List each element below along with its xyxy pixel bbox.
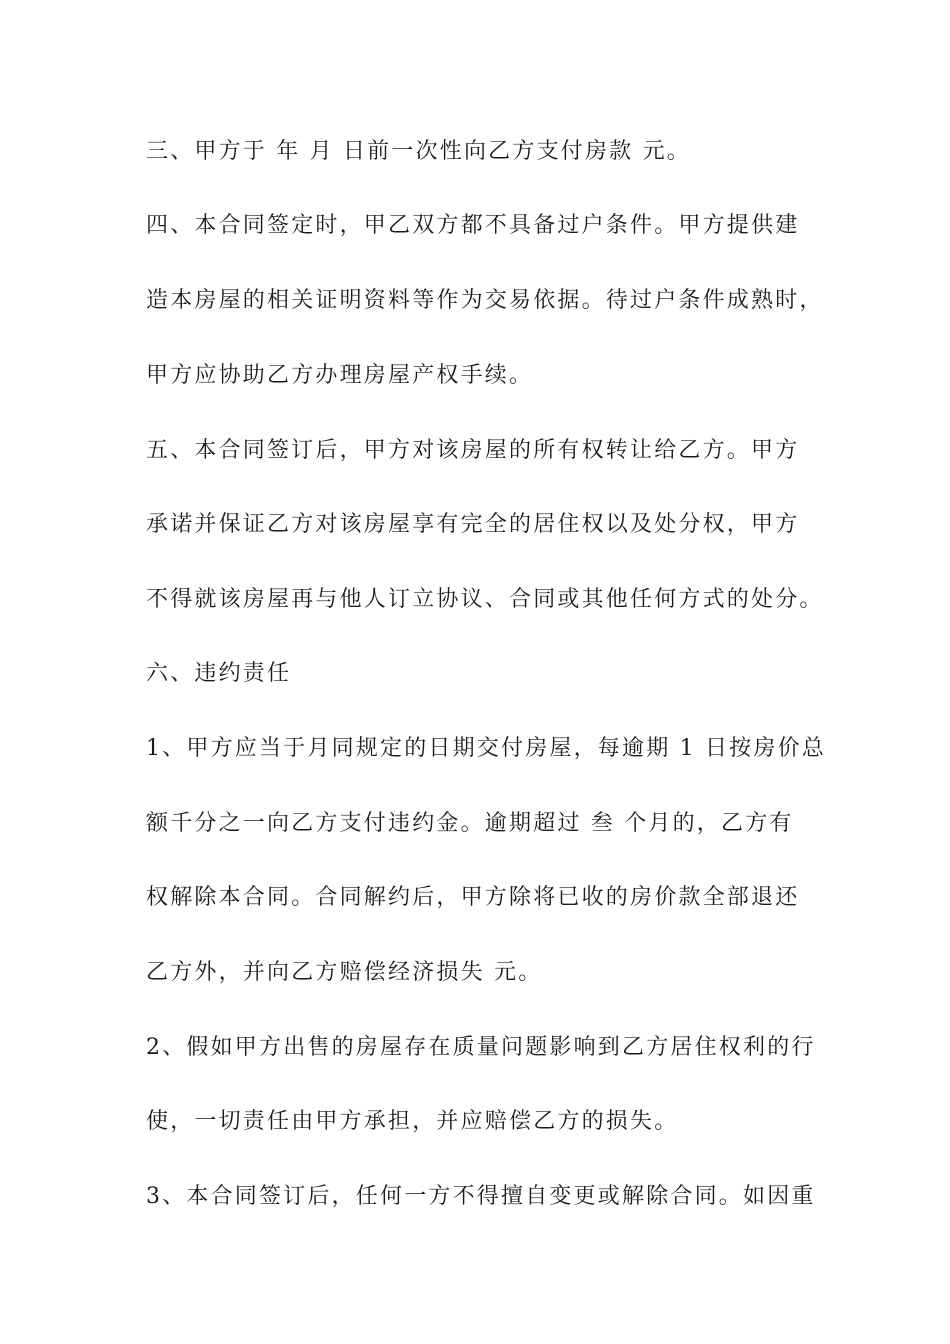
clause-5-line-3: 不得就该房屋再与他人订立协议、合同或其他任何方式的处分。	[146, 587, 824, 612]
clause-3-payment-line: 三、甲方于 年 月 日前一次性向乙方支付房款 元。	[146, 139, 691, 164]
clause-4-line-2: 造本房屋的相关证明资料等作为交易依据。待过户条件成熟时，	[146, 288, 824, 313]
item-2-line-1: 2、假如甲方出售的房屋存在质量问题影响到乙方居住权利的行	[146, 1035, 816, 1060]
section-heading-breach-liability: 六、违约责任	[146, 661, 292, 686]
item-1-line-2: 额千分之一向乙方支付违约金。逾期超过 叁 个月的，乙方有	[146, 811, 794, 836]
item-3-line-1: 3、本合同签订后，任何一方不得擅自变更或解除合同。如因重	[146, 1184, 816, 1209]
clause-4-line-1: 四、本合同签定时，甲乙双方都不具备过户条件。甲方提供建	[146, 213, 800, 238]
clause-5-line-1: 五、本合同签订后，甲方对该房屋的所有权转让给乙方。甲方	[146, 438, 800, 463]
clause-5-line-2: 承诺并保证乙方对该房屋享有完全的居住权以及处分权，甲方	[146, 512, 800, 537]
item-1-line-1: 1、甲方应当于月同规定的日期交付房屋，每逾期 1 日按房价总	[146, 736, 826, 761]
item-2-line-2: 使，一切责任由甲方承担，并应赔偿乙方的损失。	[146, 1109, 679, 1134]
item-1-line-3: 权解除本合同。合同解约后，甲方除将已收的房价款全部退还	[146, 885, 800, 910]
item-1-line-4: 乙方外，并向乙方赔偿经济损失 元。	[146, 960, 543, 985]
clause-4-line-3: 甲方应协助乙方办理房屋产权手续。	[146, 363, 534, 388]
